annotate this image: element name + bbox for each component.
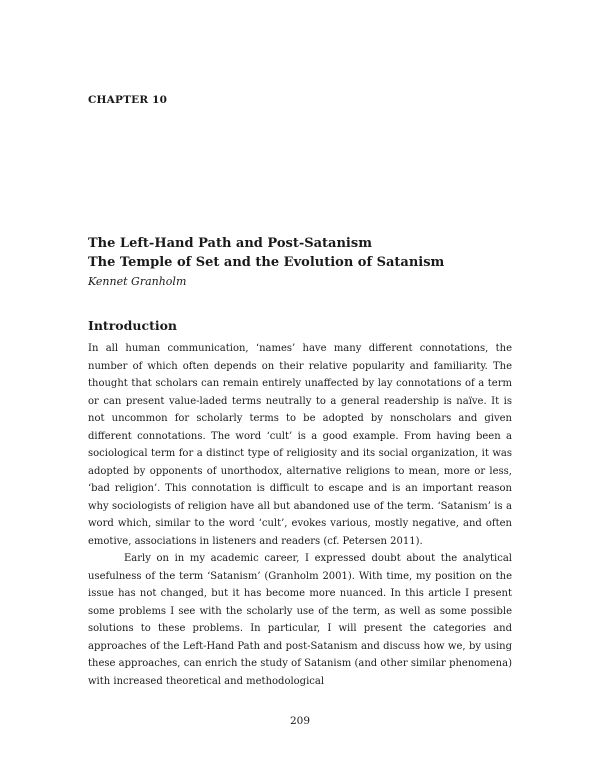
author-name: Kennet Granholm: [88, 275, 187, 288]
paragraph: Early on in my academic career, I expressed doubt about the analytical usefulness of the term ‘Satanism’ (Granholm 2001). With time, my position on the issue has not changed, but it has become more nuanced. In this article I present some problems I see with the scholarly use of the term, as well as some possible solutions to these problems. In particular, I will present the categories and approaches of the Left-Hand Path and post-Satanism and discuss how we, by using these approaches, can enrich the study of Satanism (and other similar phenomena) with increased theoretical and methodological: [88, 553, 512, 687]
chapter-title: The Left-Hand Path and Post-Satanism: [88, 236, 372, 251]
chapter-subtitle: The Temple of Set and the Evolution of Satanism: [88, 255, 445, 270]
title-block: [88, 234, 528, 291]
paragraph: In all human communication, ‘names’ have many different connotations, the number of which often depends on their relative popularity and familiarity. The thought that scholars can remain entirely unaffected by lay connotations of a term or can present value-laded terms neutrally to a general readership is naïve. It is not uncommon for scholarly terms to be adopted by nonscholars and given different connotations. The word ‘cult’ is a good example. From having been a sociological term for a distinct type of religiosity and its social organization, it was adopted by opponents of unorthodox, alternative religions to mean, more or less, ‘bad religion’. This connotation is difficult to escape and is an important reason why sociologists of religion have all but abandoned use of the term. ‘Satanism’ is a word which, similar to the word ‘cult’, evokes various, mostly negative, and often emotive, associations in listeners and readers (cf. Petersen 2011).: [88, 343, 512, 547]
body-text: [88, 340, 512, 690]
chapter-label: CHAPTER 10: [88, 94, 168, 106]
section-heading: Introduction: [88, 318, 178, 333]
page-number: 209: [289, 715, 311, 727]
